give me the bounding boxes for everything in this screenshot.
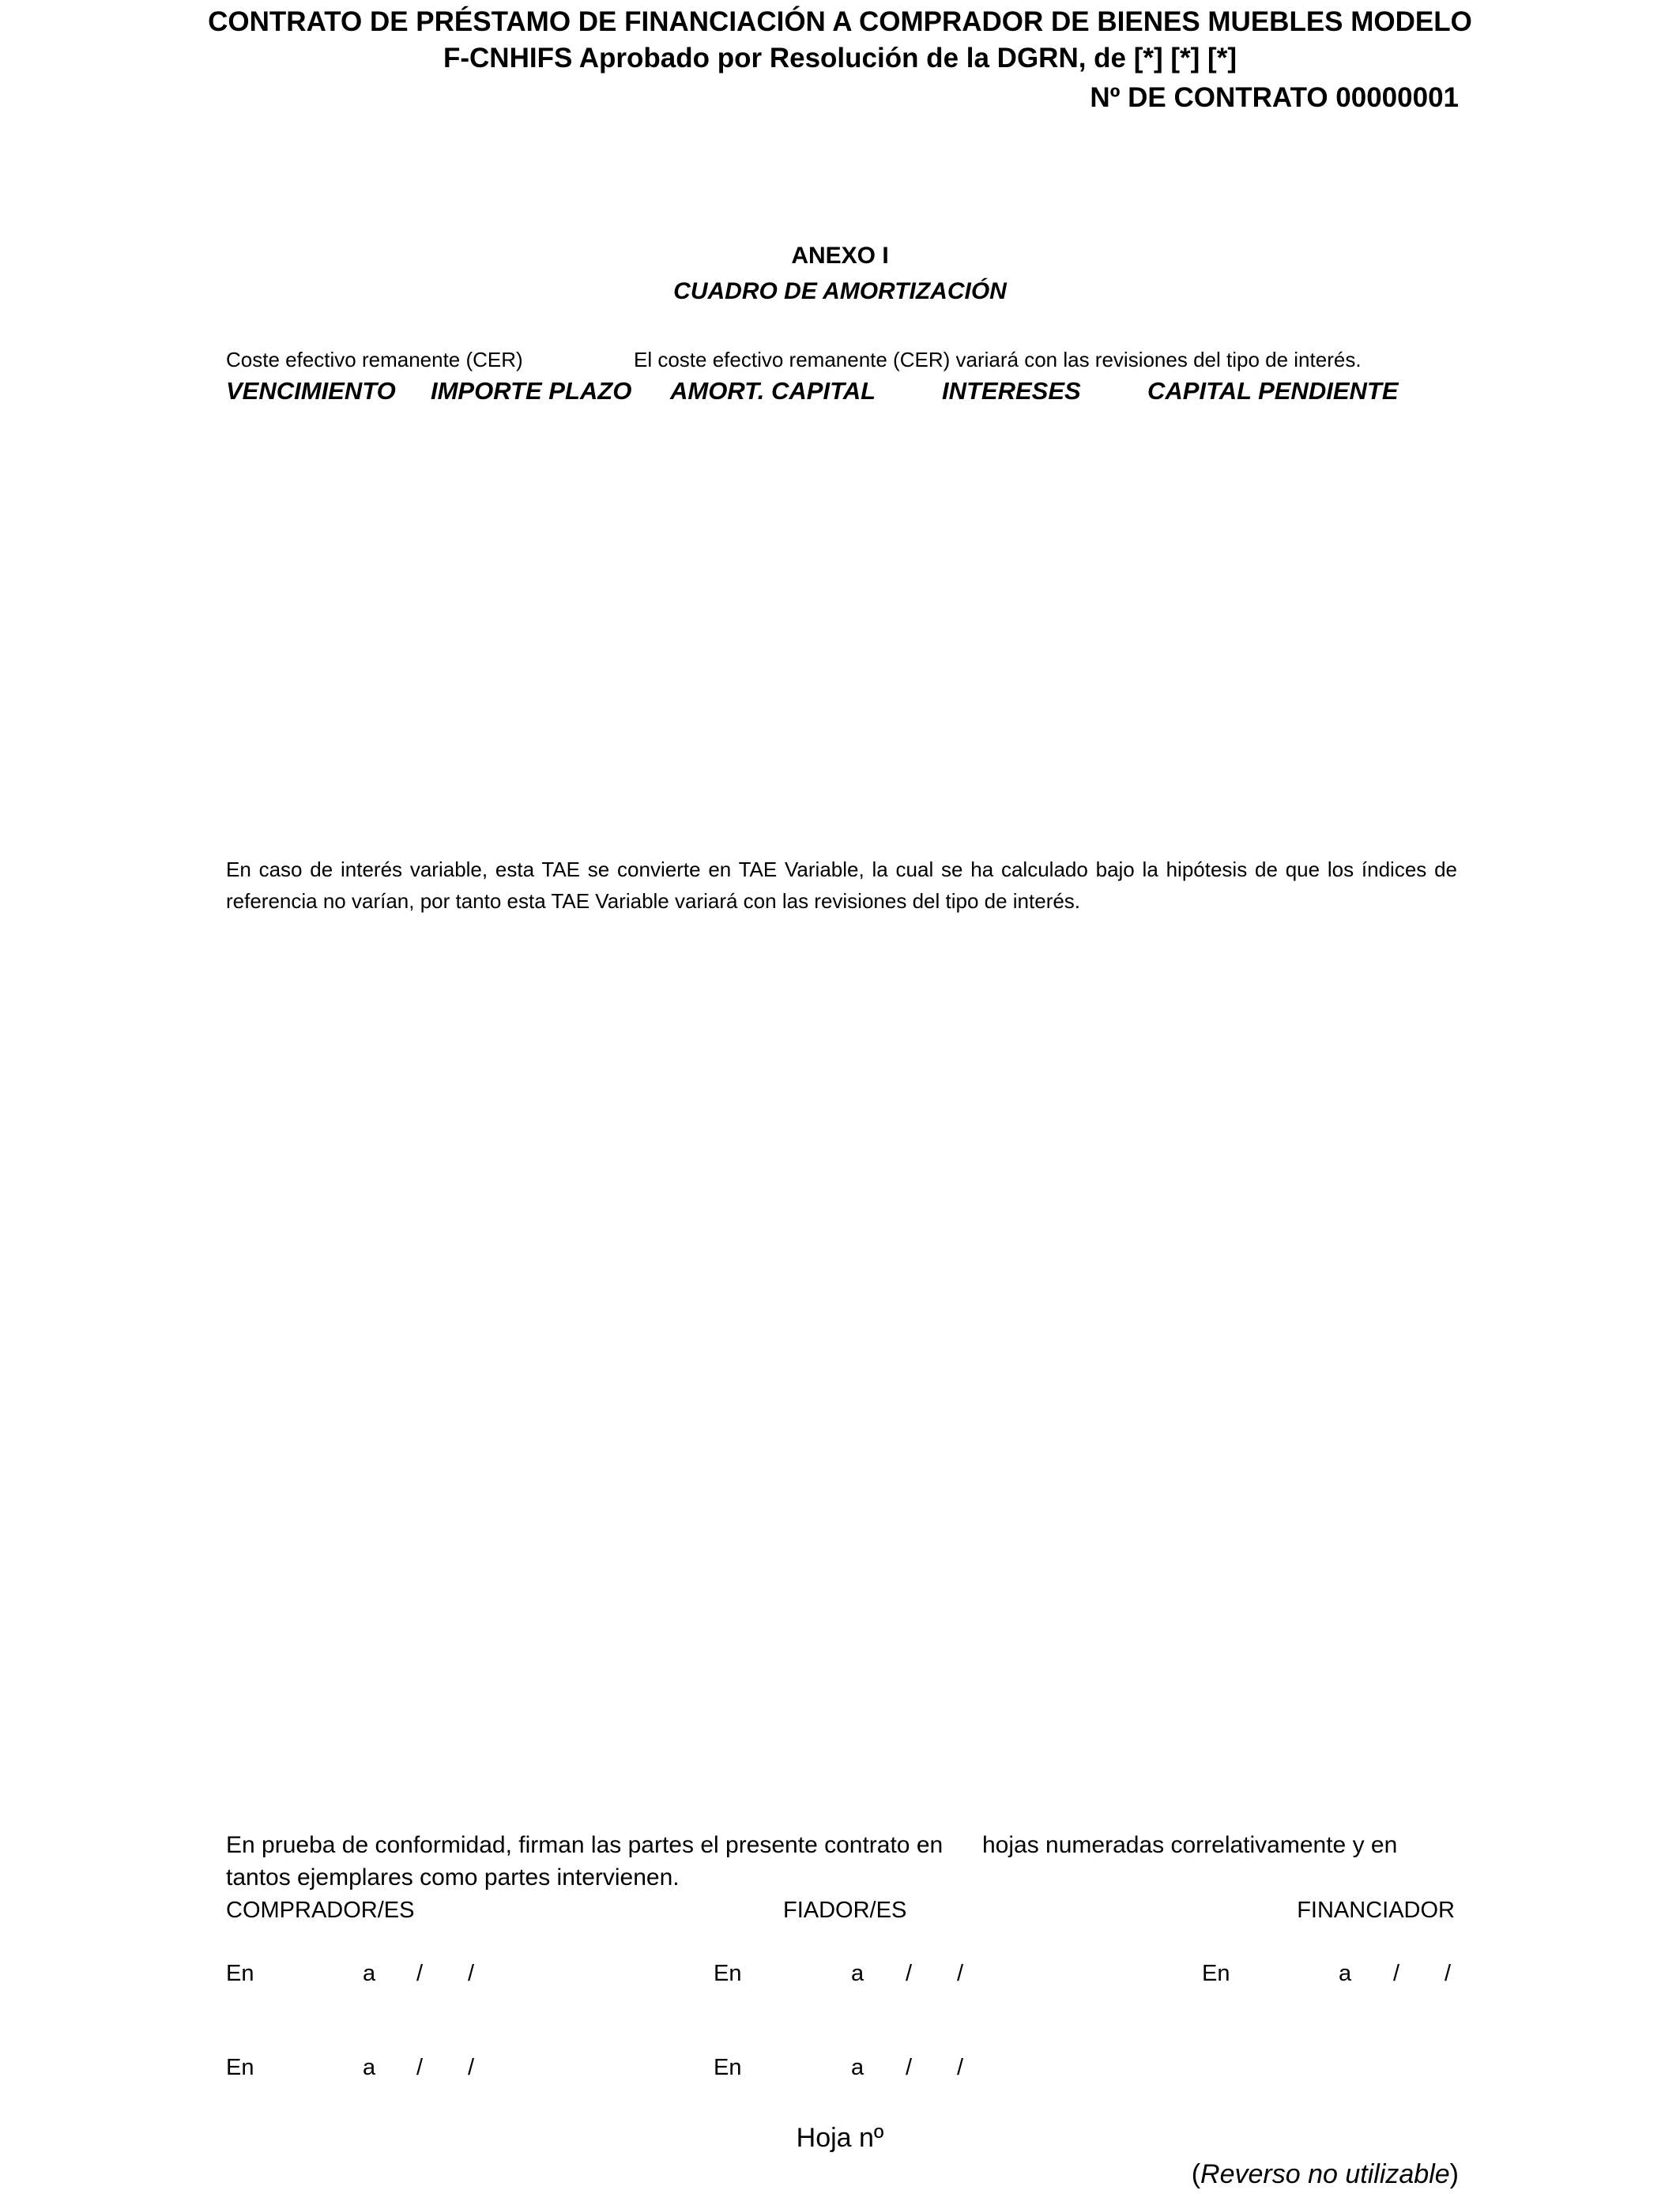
contract-title-line2: F-CNHIFS Aprobado por Resolución de la DGRN, de [*] [*] [*] [443,43,1237,74]
tae-variable-note: En caso de interés variable, esta TAE se convierte en TAE Variable, la cual se ha calculado bajo la hipótesis de que los índices de referencia no varían, por tanto esta TAE Variable variará con las revisiones del tipo de interés. [226,858,1457,913]
place-label: En [714,2055,742,2080]
date-prefix: a [851,2055,864,2080]
date-prefix: a [851,1961,864,1986]
column-header-intereses: INTERESES [942,377,1081,405]
closing-statement-part1: En prueba de conformidad, firman las partes el presente contrato en [226,1832,944,1858]
date-prefix: a [1339,1961,1352,1986]
reverse-note-close: ) [1449,2159,1459,2189]
date-separator: / [957,2055,964,2080]
contract-number: Nº DE CONTRATO 00000001 [1090,82,1459,113]
date-separator: / [1445,1961,1452,1986]
date-prefix: a [363,2055,376,2080]
column-header-vencimiento: VENCIMIENTO [226,377,396,405]
place-label: En [714,1961,742,1986]
closing-statement-part2: hojas numeradas correlativamente y en [982,1832,1398,1858]
closing-statement-line2: tantos ejemplares como partes intervienen. [226,1864,680,1891]
contract-title-line1: CONTRATO DE PRÉSTAMO DE FINANCIACIÓN A COMPRADOR DE BIENES MUEBLES MODELO [208,6,1472,37]
cer-label: Coste efectivo remanente (CER) [226,348,523,371]
date-separator: / [416,1961,424,1986]
date-separator: / [468,1961,475,1986]
party-financer-label: FINANCIADOR [1297,1898,1455,1923]
page-number-label: Hoja nº [796,2123,884,2153]
cer-note: El coste efectivo remanente (CER) variará con las revisiones del tipo de interés. [634,348,1362,371]
place-label: En [1202,1961,1230,1986]
date-prefix: a [363,1961,376,1986]
party-guarantor-label: FIADOR/ES [783,1898,907,1923]
place-label: En [226,1961,254,1986]
reverse-note [1192,2159,1459,2190]
annex-subtitle: CUADRO DE AMORTIZACIÓN [673,278,1007,304]
date-separator: / [1393,1961,1400,1986]
column-header-capital-pendiente: CAPITAL PENDIENTE [1147,377,1399,405]
reverse-note-text: Reverso no utilizable [1200,2159,1450,2189]
date-separator: / [957,1961,964,1986]
date-separator: / [906,1961,913,1986]
date-separator: / [468,2055,475,2080]
column-header-importe-plazo: IMPORTE PLAZO [431,377,632,405]
annex-title: ANEXO I [791,243,889,269]
date-separator: / [906,2055,913,2080]
column-header-amort-capital: AMORT. CAPITAL [670,377,876,405]
reverse-note-open: ( [1191,2159,1201,2189]
date-separator: / [416,2055,424,2080]
party-buyer-label: COMPRADOR/ES [226,1898,415,1923]
place-label: En [226,2055,254,2080]
